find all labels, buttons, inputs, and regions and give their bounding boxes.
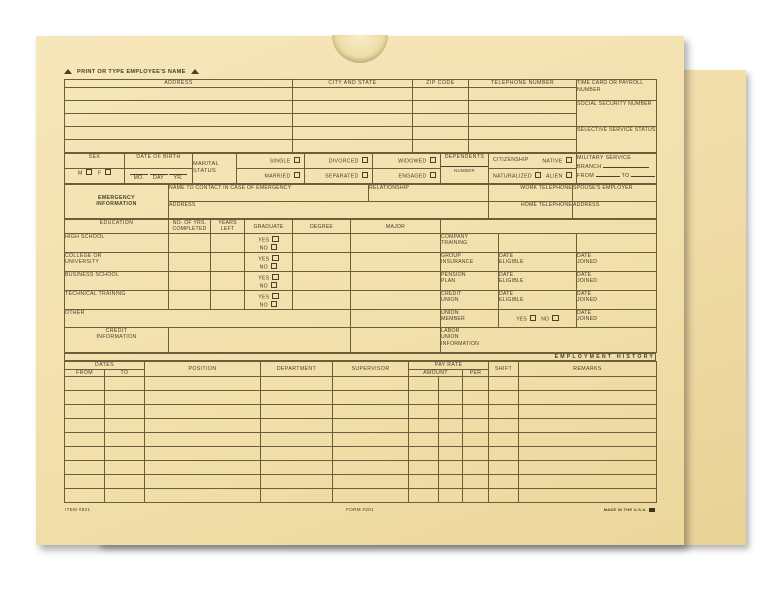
marital-separated[interactable]: SEPARATED (305, 168, 373, 183)
cell-remarks[interactable] (519, 419, 657, 433)
label-sex: SEX (65, 153, 125, 168)
input-high-school-years[interactable] (169, 233, 211, 252)
high-school-graduate-checks[interactable]: YES NO (245, 233, 293, 252)
cell-to[interactable] (105, 377, 145, 391)
education-row-high-school (65, 233, 657, 252)
marital-divorced[interactable]: DIVORCED (305, 153, 373, 168)
cell-supervisor[interactable] (333, 461, 409, 475)
employment-history-title: EMPLOYMENT HISTORY (65, 353, 656, 361)
col-degree: DEGREE (293, 219, 351, 233)
marital-married[interactable]: MARRIED (237, 168, 305, 183)
label-group-insurance: GROUP INSURANCE (441, 252, 499, 271)
cell-amount-b[interactable] (439, 433, 463, 447)
cell-to[interactable] (105, 433, 145, 447)
label-dependents: DEPENDENTS NUMBER (441, 153, 489, 183)
checkbox-hs-yes[interactable] (272, 236, 279, 243)
label-credit-information: CREDIT INFORMATION (65, 327, 169, 352)
input-college-years[interactable] (169, 252, 211, 271)
cell-department[interactable] (261, 447, 333, 461)
cell-remarks[interactable] (519, 475, 657, 489)
city-state-input-5[interactable] (293, 139, 413, 152)
cell-per[interactable] (463, 377, 489, 391)
cell-remarks[interactable] (519, 461, 657, 475)
col-from: FROM (65, 369, 105, 377)
union-member-checks[interactable]: YES NO (499, 309, 577, 327)
cell-from[interactable] (65, 405, 105, 419)
input-high-school-major[interactable] (351, 233, 441, 252)
cell-remarks[interactable] (519, 405, 657, 419)
employee-record-form (64, 66, 656, 518)
col-department: DEPARTMENT (261, 362, 333, 377)
checkbox-separated[interactable] (362, 172, 369, 179)
address-input-4[interactable] (65, 126, 293, 139)
cell-amount-b[interactable] (439, 405, 463, 419)
label-marital-status: MARITAL STATUS (193, 153, 237, 183)
col-address: ADDRESS (65, 80, 293, 88)
cell-position[interactable] (145, 405, 261, 419)
cell-supervisor[interactable] (333, 447, 409, 461)
cell-amount-b[interactable] (439, 461, 463, 475)
telephone-input-5[interactable] (469, 139, 577, 152)
cell-supervisor[interactable] (333, 405, 409, 419)
cell-amount-a[interactable] (409, 475, 439, 489)
label-credit-union-date-joined[interactable]: DATE JOINED (577, 290, 657, 309)
address-input-2[interactable] (65, 100, 293, 113)
cell-shift[interactable] (489, 377, 519, 391)
cell-position[interactable] (145, 433, 261, 447)
form-footer (64, 505, 656, 517)
education-row-college (65, 252, 657, 271)
input-company-training-b[interactable] (577, 233, 657, 252)
checkbox-technical-no[interactable] (271, 301, 278, 308)
cell-from[interactable] (65, 377, 105, 391)
cell-amount-b[interactable] (439, 391, 463, 405)
cell-to[interactable] (105, 489, 145, 503)
cell-shift[interactable] (489, 461, 519, 475)
cell-remarks[interactable] (519, 377, 657, 391)
address-input-3[interactable] (65, 113, 293, 126)
personal-block (64, 153, 657, 184)
sex-checkboxes[interactable]: M F (65, 168, 125, 183)
input-college-degree[interactable] (293, 252, 351, 271)
label-date-of-birth: DATE OF BIRTH (125, 153, 193, 168)
cell-to[interactable] (105, 475, 145, 489)
cell-per[interactable] (463, 489, 489, 503)
col-dates: DATES (65, 362, 145, 370)
field-emergency-contact-name[interactable]: NAME TO CONTACT IN CASE OF EMERGENCY (169, 184, 369, 201)
cell-to[interactable] (105, 419, 145, 433)
input-college-major[interactable] (351, 252, 441, 271)
cell-position[interactable] (145, 391, 261, 405)
col-years-left: YEARS LEFT (211, 219, 245, 233)
col-telephone: TELEPHONE NUMBER (469, 80, 577, 88)
made-in-usa: MADE IN THE U.S.A. (604, 507, 655, 512)
cell-amount-b[interactable] (439, 475, 463, 489)
telephone-input-2[interactable] (469, 100, 577, 113)
cell-to[interactable] (105, 447, 145, 461)
checkbox-engaged[interactable] (430, 172, 437, 179)
zip-input-4[interactable] (413, 126, 469, 139)
zip-input-2[interactable] (413, 100, 469, 113)
field-selective-service-status[interactable]: SELECTIVE SERVICE STATUS (577, 126, 657, 152)
table-row[interactable] (65, 405, 657, 419)
cell-supervisor[interactable] (333, 419, 409, 433)
address-input-1[interactable] (65, 87, 293, 100)
checkbox-college-no[interactable] (271, 263, 278, 270)
business-graduate-checks[interactable]: YES NO (245, 271, 293, 290)
input-technical-degree[interactable] (293, 290, 351, 309)
label-other-education: OTHER (65, 309, 351, 327)
checkbox-hs-no[interactable] (271, 244, 278, 251)
cell-amount-b[interactable] (439, 419, 463, 433)
military-to-rule[interactable] (631, 176, 655, 177)
label-labor-union-information: LABOR UNION INFORMATION (441, 327, 657, 352)
col-per: PER (463, 369, 489, 377)
address-header-row (65, 80, 657, 88)
col-city-state: CITY AND STATE (293, 80, 413, 88)
cell-remarks[interactable] (519, 489, 657, 503)
checkbox-married[interactable] (294, 172, 301, 179)
label-pension-date-joined[interactable]: DATE JOINED (577, 271, 657, 290)
cell-remarks[interactable] (519, 447, 657, 461)
label-union-member: UNION MEMBER (441, 309, 499, 327)
cell-supervisor[interactable] (333, 433, 409, 447)
checkbox-business-no[interactable] (271, 282, 278, 289)
triangle-left-icon (64, 69, 72, 74)
label-high-school: HIGH SCHOOL (65, 233, 169, 252)
employment-history-table (64, 361, 657, 503)
cell-per[interactable] (463, 475, 489, 489)
address-input-5[interactable] (65, 139, 293, 152)
marital-widowed[interactable]: WIDOWED (373, 153, 441, 168)
checkbox-naturalized[interactable] (535, 172, 542, 179)
education-row-technical (65, 290, 657, 309)
checkbox-alien[interactable] (566, 172, 573, 179)
input-high-school-degree[interactable] (293, 233, 351, 252)
col-amount: AMOUNT (409, 369, 463, 377)
telephone-input-3[interactable] (469, 113, 577, 126)
field-spouse-employer[interactable]: SPOUSE'S EMPLOYER (573, 184, 657, 201)
label-education: EDUCATION (65, 219, 169, 233)
address-block (64, 79, 657, 153)
cell-from[interactable] (65, 433, 105, 447)
cell-shift[interactable] (489, 391, 519, 405)
employment-history-title-bar (64, 353, 656, 362)
triangle-right-icon (191, 69, 199, 74)
label-pension-date-eligible[interactable]: DATE ELIGIBLE (499, 271, 577, 290)
cell-per[interactable] (463, 461, 489, 475)
address-row-3 (65, 113, 657, 126)
input-high-school-left[interactable] (211, 233, 245, 252)
cell-supervisor[interactable] (333, 475, 409, 489)
cell-department[interactable] (261, 405, 333, 419)
city-state-input-3[interactable] (293, 113, 413, 126)
input-technical-years[interactable] (169, 290, 211, 309)
benefits-header-spacer (441, 219, 657, 233)
col-graduate: GRADUATE (245, 219, 293, 233)
thumb-notch (332, 35, 388, 63)
education-benefits-block (64, 219, 657, 353)
table-row[interactable] (65, 419, 657, 433)
cell-supervisor[interactable] (333, 391, 409, 405)
cell-per[interactable] (463, 391, 489, 405)
technical-graduate-checks[interactable]: YES NO (245, 290, 293, 309)
cell-amount-a[interactable] (409, 461, 439, 475)
cell-amount-a[interactable] (409, 377, 439, 391)
cell-department[interactable] (261, 419, 333, 433)
label-college: COLLEGE OR UNIVERSITY (65, 252, 169, 271)
cell-amount-a[interactable] (409, 391, 439, 405)
education-row-business-school (65, 271, 657, 290)
cell-from[interactable] (65, 391, 105, 405)
cell-to[interactable] (105, 405, 145, 419)
cell-from[interactable] (65, 475, 105, 489)
zip-input-5[interactable] (413, 139, 469, 152)
field-emergency-relationship[interactable]: RELATIONSHIP (369, 184, 489, 201)
cell-remarks[interactable] (519, 433, 657, 447)
cell-shift[interactable] (489, 447, 519, 461)
checkbox-native[interactable] (566, 157, 573, 164)
cell-position[interactable] (145, 461, 261, 475)
cell-department[interactable] (261, 475, 333, 489)
cell-per[interactable] (463, 447, 489, 461)
military-from-rule[interactable] (596, 176, 620, 177)
input-business-degree[interactable] (293, 271, 351, 290)
input-business-major[interactable] (351, 271, 441, 290)
cell-remarks[interactable] (519, 391, 657, 405)
field-emergency-address[interactable]: ADDRESS (169, 201, 489, 218)
military-service-box[interactable]: MILITARY SERVICE BRANCH FROM TO (577, 153, 657, 183)
checkbox-male[interactable] (86, 169, 93, 176)
input-technical-left[interactable] (211, 290, 245, 309)
military-branch-rule[interactable] (603, 167, 649, 168)
label-technical-training: TECHNICAL TRAINING (65, 290, 169, 309)
label-business-school: BUSINESS SCHOOL (65, 271, 169, 290)
zip-input-1[interactable] (413, 87, 469, 100)
cell-amount-b[interactable] (439, 447, 463, 461)
education-header-row (65, 219, 657, 233)
cell-shift[interactable] (489, 489, 519, 503)
field-emergency-work-telephone[interactable]: WORK TELEPHONE (489, 184, 573, 201)
cell-amount-a[interactable] (409, 447, 439, 461)
address-row-4 (65, 126, 657, 139)
cell-department[interactable] (261, 489, 333, 503)
table-row[interactable] (65, 489, 657, 503)
cell-supervisor[interactable] (333, 489, 409, 503)
cell-position[interactable] (145, 447, 261, 461)
college-graduate-checks[interactable]: YES NO (245, 252, 293, 271)
cell-from[interactable] (65, 461, 105, 475)
checkbox-union-yes[interactable] (530, 315, 537, 322)
cell-from[interactable] (65, 447, 105, 461)
cell-per[interactable] (463, 419, 489, 433)
col-years-completed: NO. OF YRS. COMPLETED (169, 219, 211, 233)
table-row[interactable] (65, 447, 657, 461)
cell-amount-b[interactable] (439, 489, 463, 503)
label-insurance-date-joined[interactable]: DATE JOINED (577, 252, 657, 271)
input-college-left[interactable] (211, 252, 245, 271)
flag-icon (649, 508, 655, 512)
label-insurance-date-eligible[interactable]: DATE ELIGIBLE (499, 252, 577, 271)
checkbox-business-yes[interactable] (272, 274, 279, 281)
label-company-training: COMPANY TRAINING (441, 233, 499, 252)
field-social-security-number[interactable]: SOCIAL SECURITY NUMBER (577, 100, 657, 126)
input-business-left[interactable] (211, 271, 245, 290)
address-row-2 (65, 100, 657, 113)
print-name-instruction (64, 66, 656, 77)
checkbox-college-yes[interactable] (272, 255, 279, 262)
personal-header-row (65, 153, 657, 168)
cell-position[interactable] (145, 475, 261, 489)
input-credit-information-2[interactable] (351, 327, 441, 352)
cell-from[interactable] (65, 419, 105, 433)
table-row[interactable] (65, 391, 657, 405)
input-company-training-a[interactable] (499, 233, 577, 252)
table-row[interactable] (65, 461, 657, 475)
envelope-front (36, 36, 684, 545)
checkbox-technical-yes[interactable] (272, 293, 279, 300)
cell-amount-b[interactable] (439, 377, 463, 391)
col-pay-rate: PAY RATE (409, 362, 489, 370)
city-state-input-2[interactable] (293, 100, 413, 113)
cell-shift[interactable] (489, 419, 519, 433)
cell-shift[interactable] (489, 475, 519, 489)
print-name-instruction-label: PRINT OR TYPE EMPLOYEE'S NAME (77, 68, 186, 75)
marital-single[interactable]: SINGLE (237, 153, 305, 168)
item-number: ITEM #821 (65, 507, 91, 512)
dob-inputs[interactable]: MO. DAY YR. (125, 168, 193, 183)
field-spouse-address[interactable]: ADDRESS (573, 201, 657, 218)
table-row[interactable] (65, 377, 657, 391)
col-to: TO (105, 369, 145, 377)
telephone-input-1[interactable] (469, 87, 577, 100)
checkbox-female[interactable] (105, 169, 112, 176)
credit-information-row (65, 327, 657, 352)
label-union-date-joined[interactable]: DATE JOINED (577, 309, 657, 327)
cell-position[interactable] (145, 489, 261, 503)
employment-history-header-1 (65, 362, 657, 370)
cell-amount-a[interactable] (409, 405, 439, 419)
form-number: FORM #201 (346, 507, 374, 512)
address-row-5 (65, 139, 657, 152)
personal-value-row (65, 168, 657, 183)
field-time-card-number[interactable]: TIME CARD OR PAYROLL NUMBER (577, 80, 657, 101)
cell-amount-a[interactable] (409, 489, 439, 503)
col-position: POSITION (145, 362, 261, 377)
employment-history-rows (65, 377, 657, 503)
table-row[interactable] (65, 433, 657, 447)
cell-amount-a[interactable] (409, 433, 439, 447)
emergency-row-1 (65, 184, 657, 201)
citizenship-native[interactable]: CITIZENSHIP NATIVE (489, 153, 577, 168)
input-technical-major[interactable] (351, 290, 441, 309)
marital-engaged[interactable]: ENGAGED (373, 168, 441, 183)
col-zip: ZIP CODE (413, 80, 469, 88)
input-credit-information[interactable] (169, 327, 351, 352)
cell-department[interactable] (261, 433, 333, 447)
cell-department[interactable] (261, 377, 333, 391)
telephone-input-4[interactable] (469, 126, 577, 139)
checkbox-union-no[interactable] (552, 315, 559, 322)
cell-from[interactable] (65, 489, 105, 503)
cell-department[interactable] (261, 391, 333, 405)
education-row-other (65, 309, 657, 327)
checkbox-widowed[interactable] (430, 157, 437, 164)
input-other-major[interactable] (351, 309, 441, 327)
city-state-input-1[interactable] (293, 87, 413, 100)
label-credit-union-date-eligible[interactable]: DATE ELIGIBLE (499, 290, 577, 309)
cell-department[interactable] (261, 461, 333, 475)
cell-position[interactable] (145, 419, 261, 433)
col-shift: SHIFT (489, 362, 519, 377)
checkbox-single[interactable] (294, 157, 301, 164)
table-row[interactable] (65, 475, 657, 489)
input-business-years[interactable] (169, 271, 211, 290)
cell-amount-a[interactable] (409, 419, 439, 433)
label-credit-union: CREDIT UNION (441, 290, 499, 309)
field-emergency-home-telephone[interactable]: HOME TELEPHONE (489, 201, 573, 218)
cell-to[interactable] (105, 391, 145, 405)
col-major: MAJOR (351, 219, 441, 233)
cell-per[interactable] (463, 433, 489, 447)
col-remarks: REMARKS (519, 362, 657, 377)
cell-shift[interactable] (489, 433, 519, 447)
cell-supervisor[interactable] (333, 377, 409, 391)
checkbox-divorced[interactable] (362, 157, 369, 164)
col-supervisor: SUPERVISOR (333, 362, 409, 377)
city-state-input-4[interactable] (293, 126, 413, 139)
cell-shift[interactable] (489, 405, 519, 419)
cell-per[interactable] (463, 405, 489, 419)
cell-position[interactable] (145, 377, 261, 391)
emergency-information-title: EMERGENCY INFORMATION (65, 184, 169, 218)
citizenship-naturalized-alien[interactable]: NATURALIZED ALIEN (489, 168, 577, 183)
cell-to[interactable] (105, 461, 145, 475)
emergency-block (64, 184, 657, 219)
zip-input-3[interactable] (413, 113, 469, 126)
label-pension-plan: PENSION PLAN (441, 271, 499, 290)
address-row-1 (65, 87, 657, 100)
